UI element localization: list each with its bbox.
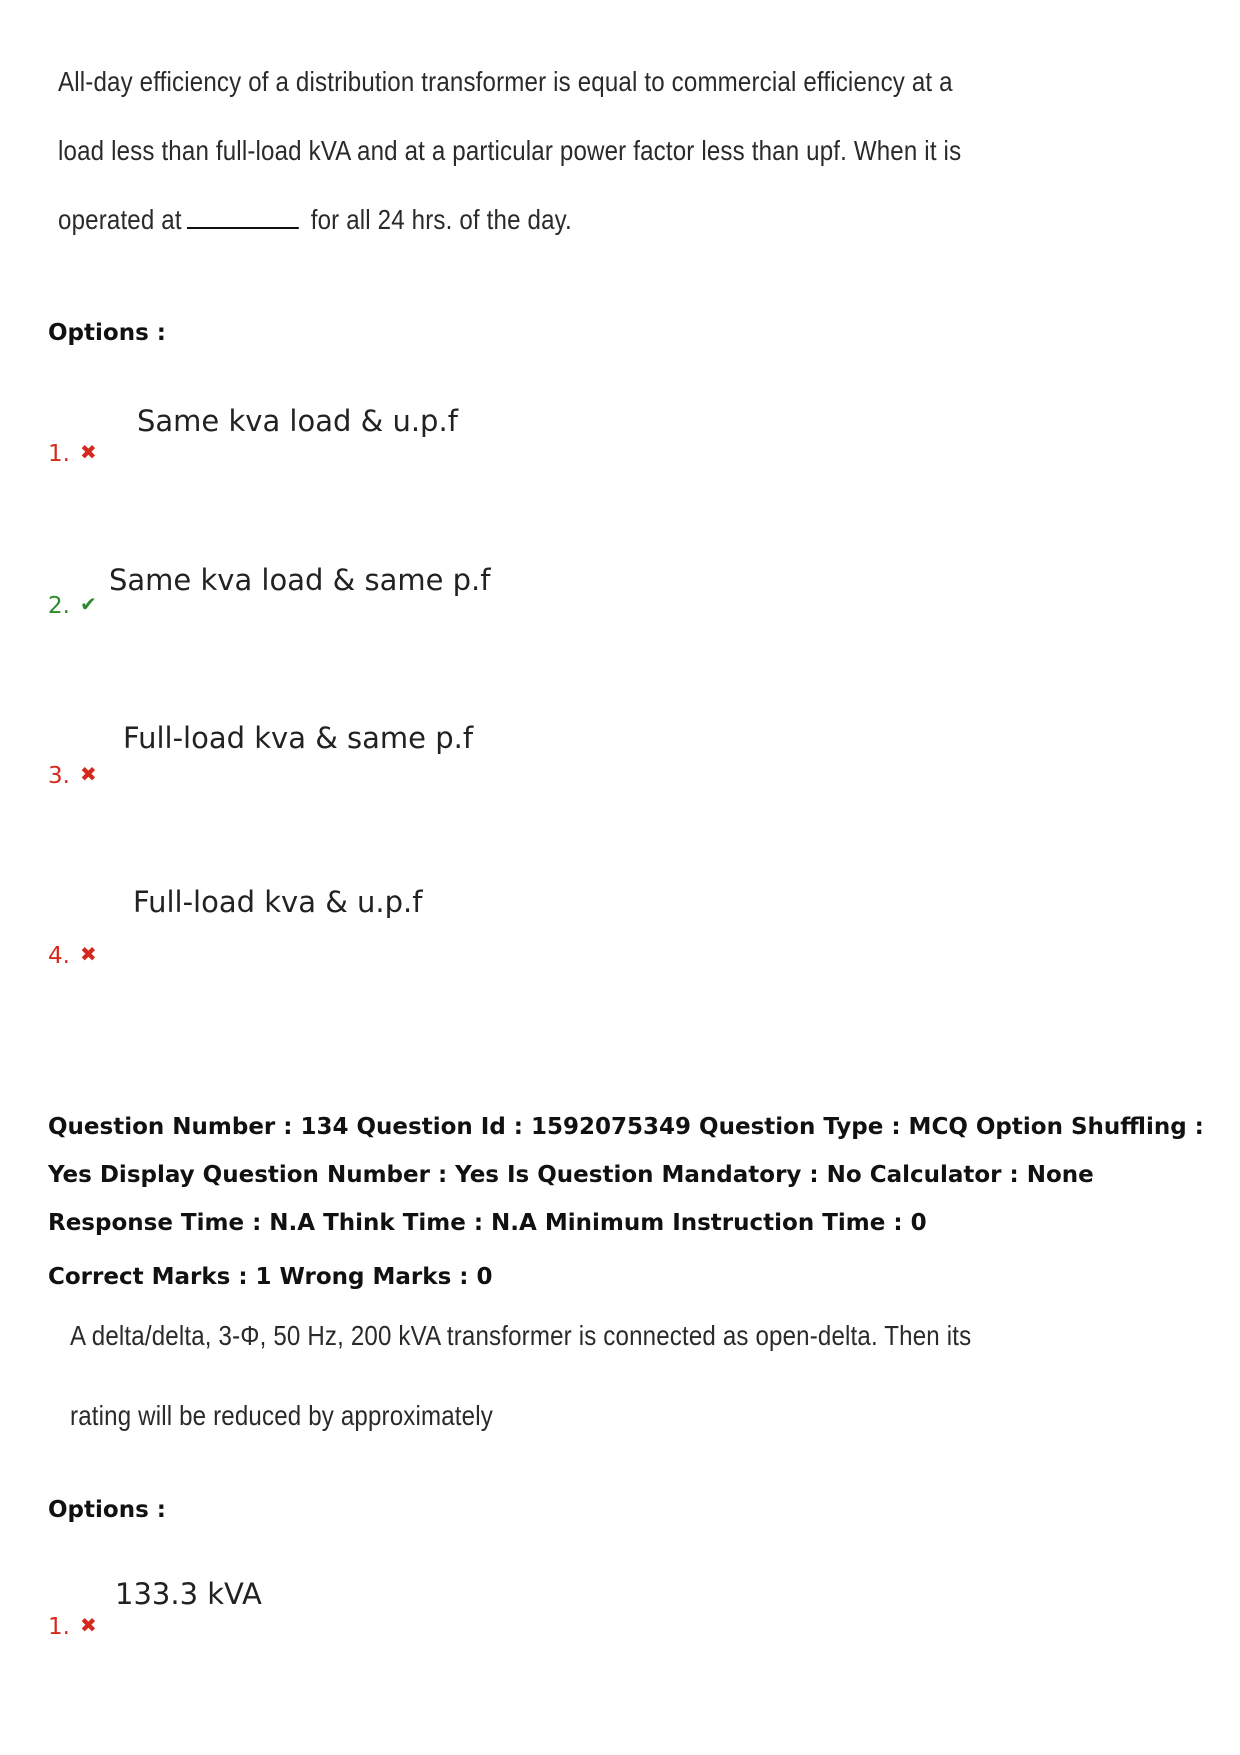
option-1-text: 133.3 kVA bbox=[115, 1577, 262, 1611]
option-number: 4. bbox=[48, 943, 70, 969]
cross-icon: ✖ bbox=[79, 762, 97, 786]
option-2-text: Same kva load & same p.f bbox=[109, 563, 491, 597]
option-number: 3. bbox=[48, 763, 70, 789]
option-4-number bbox=[48, 942, 97, 969]
question-text-line: A delta/delta, 3-Φ, 50 Hz, 200 kVA transformer is connected as open-delta. Then its bbox=[70, 1320, 972, 1351]
question-text-line bbox=[58, 204, 572, 236]
cross-icon: ✖ bbox=[79, 440, 97, 464]
option-1-text: Same kva load & u.p.f bbox=[137, 404, 458, 438]
fill-in-blank bbox=[187, 227, 299, 229]
option-1-number bbox=[48, 1613, 97, 1640]
option-number: 1. bbox=[48, 441, 70, 467]
checkmark-icon: ✔ bbox=[79, 592, 97, 616]
marks-info: Correct Marks : 1 Wrong Marks : 0 bbox=[48, 1264, 493, 1290]
option-number: 2. bbox=[48, 593, 70, 619]
option-2-number bbox=[48, 592, 97, 619]
option-3-text: Full-load kva & same p.f bbox=[123, 721, 474, 755]
question-text-segment: operated at bbox=[58, 204, 182, 235]
question-text-line: All-day efficiency of a distribution transformer is equal to commercial efficiency at a bbox=[58, 66, 953, 97]
option-1-number bbox=[48, 440, 97, 467]
cross-icon: ✖ bbox=[79, 1613, 97, 1637]
question-metadata: Question Number : 134 Question Id : 1592075349 Question Type : MCQ Option Shuffling : Yes Display Question Number : Yes Is Question Mandatory : No Calculator : None Response Time : N.A Think Time : N.A Minimum Instruction Time : 0 bbox=[48, 1114, 1204, 1236]
question-text-line: load less than full-load kVA and at a particular power factor less than upf. When it is bbox=[58, 135, 962, 166]
question-text-line: rating will be reduced by approximately bbox=[70, 1400, 493, 1431]
cross-icon: ✖ bbox=[79, 942, 97, 966]
option-3-number bbox=[48, 762, 97, 789]
options-label: Options : bbox=[48, 1497, 166, 1523]
option-number: 1. bbox=[48, 1614, 70, 1640]
question-text-segment: for all 24 hrs. of the day. bbox=[310, 204, 572, 235]
options-label: Options : bbox=[48, 320, 166, 346]
option-4-text: Full-load kva & u.p.f bbox=[133, 885, 423, 919]
